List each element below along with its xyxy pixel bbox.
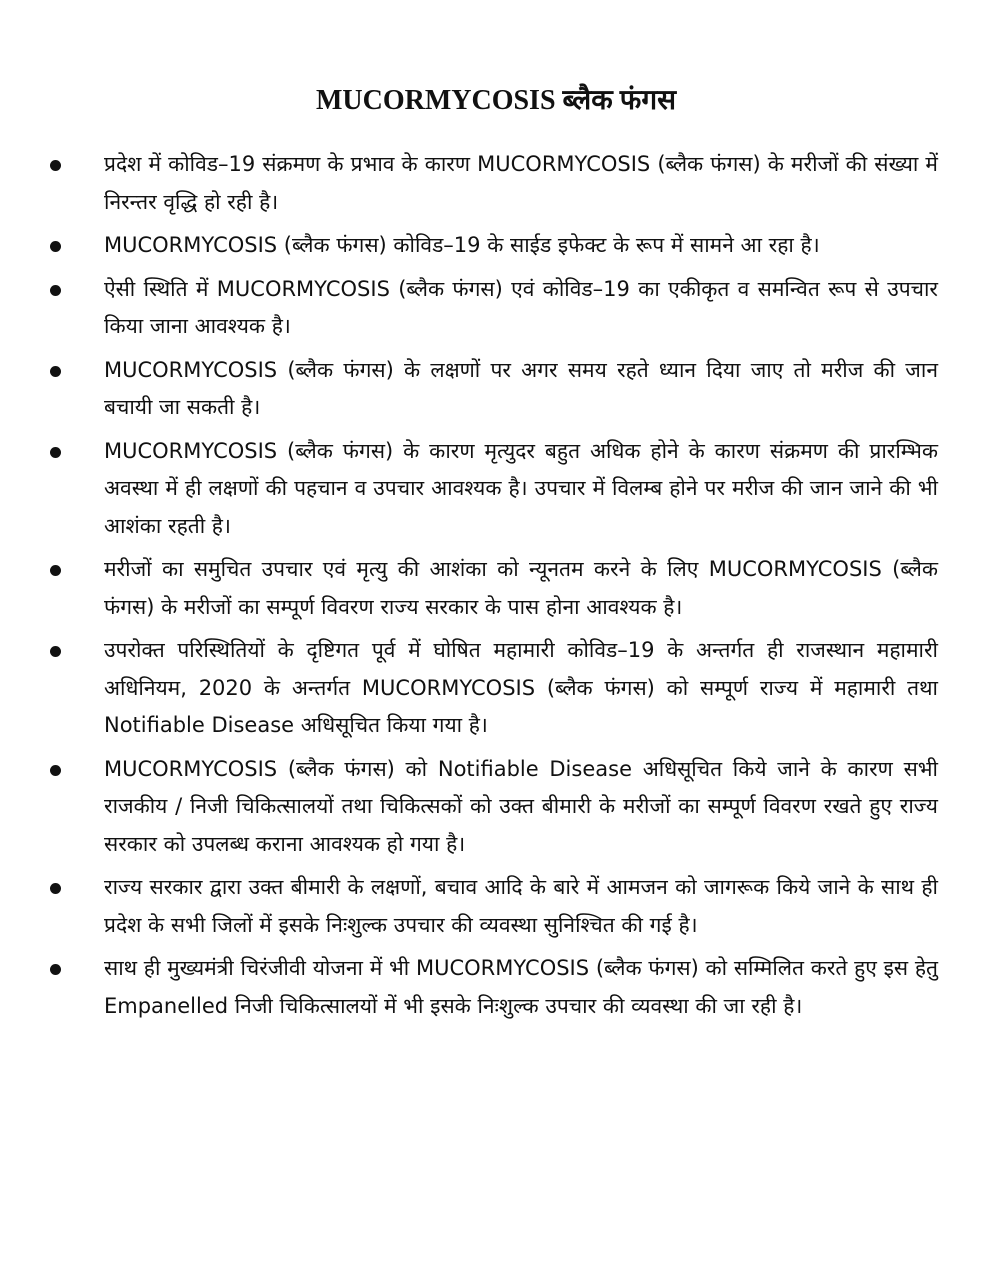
- list-item: [0, 352, 992, 427]
- list-item-text: MUCORMYCOSIS (ब्लैक फंगस) को Notifiable Disease अधिसूचित किये जाने के कारण सभी राजकीय / निजी चिकित्सालयों तथा चिकित्सकों को उक्त बीमारी के मरीजों का सम्पूर्ण विवरण रखते हुए राज्य सरकार को उपलब्ध कराना आवश्यक हो गया है।: [104, 756, 938, 856]
- list-item-text: साथ ही मुख्यमंत्री चिरंजीवी योजना में भी MUCORMYCOSIS (ब्लैक फंगस) को सम्मिलित करते हुए इस हेतु Empanelled निजी चिकित्सालयों में भी इसके निःशुल्क उपचार की व्यवस्था की जा रही है।: [104, 956, 938, 1018]
- list-item: [0, 146, 992, 221]
- bullet-icon: [50, 883, 61, 894]
- list-item-text: राज्य सरकार द्वारा उक्त बीमारी के लक्षणों, बचाव आदि के बारे में आमजन को जागरूक किये जाने के साथ ही प्रदेश के सभी जिलों में इसके निःशुल्क उपचार की व्यवस्था सुनिश्चित की गई है।: [104, 875, 938, 937]
- list-item-text: MUCORMYCOSIS (ब्लैक फंगस) के लक्षणों पर अगर समय रहते ध्यान दिया जाए तो मरीज की जान बचायी जा सकती है।: [104, 357, 938, 419]
- list-item: [0, 271, 992, 346]
- bullet-icon: [50, 565, 61, 576]
- list-item-text: मरीजों का समुचित उपचार एवं मृत्यु की आशंका को न्यूनतम करने के लिए MUCORMYCOSIS (ब्लैक फंगस) के मरीजों का सम्पूर्ण विवरण राज्य सरकार के पास होना आवश्यक है।: [104, 557, 938, 619]
- list-item: [0, 551, 992, 626]
- list-item-text: उपरोक्त परिस्थितियों के दृष्टिगत पूर्व में घोषित महामारी कोविड–19 के अन्तर्गत ही राजस्थान महामारी अधिनियम, 2020 के अन्तर्गत MUCORMYCOSIS (ब्लैक फंगस) को सम्पूर्ण राज्य में महामारी तथा Notifiable Disease अधिसूचित किया गया है।: [104, 638, 938, 737]
- bullet-icon: [50, 160, 61, 171]
- list-item-text: MUCORMYCOSIS (ब्लैक फंगस) कोविड–19 के साईड इफेक्ट के रूप में सामने आ रहा है।: [104, 233, 820, 257]
- bullet-list: [0, 146, 992, 1031]
- bullet-icon: [50, 285, 61, 296]
- bullet-icon: [50, 241, 61, 252]
- bullet-icon: [50, 447, 61, 458]
- bullet-icon: [50, 964, 61, 975]
- list-item: [0, 950, 992, 1025]
- document-title: MUCORMYCOSIS ब्लैक फंगस: [315, 84, 677, 116]
- list-item-text: MUCORMYCOSIS (ब्लैक फंगस) के कारण मृत्युदर बहुत अधिक होने के कारण संक्रमण की प्रारम्भिक अवस्था में ही लक्षणों की पहचान व उपचार आवश्यक है। उपचार में विलम्ब होने पर मरीज की जान जाने की भी आशंका रहती है।: [104, 438, 938, 538]
- list-item: [0, 751, 992, 864]
- bullet-icon: [50, 366, 61, 377]
- list-item: [0, 869, 992, 944]
- bullet-icon: [50, 646, 61, 657]
- list-item-text: ऐसी स्थिति में MUCORMYCOSIS (ब्लैक फंगस) एवं कोविड–19 का एकीकृत व समन्वित रूप से उपचार किया जाना आवश्यक है।: [104, 276, 938, 338]
- bullet-icon: [50, 765, 61, 776]
- list-item: [0, 433, 992, 546]
- list-item: [0, 227, 992, 265]
- list-item-text: प्रदेश में कोविड–19 संक्रमण के प्रभाव के कारण MUCORMYCOSIS (ब्लैक फंगस) के मरीजों की संख्या में निरन्तर वृद्धि हो रही है।: [104, 152, 938, 214]
- list-item: [0, 632, 992, 745]
